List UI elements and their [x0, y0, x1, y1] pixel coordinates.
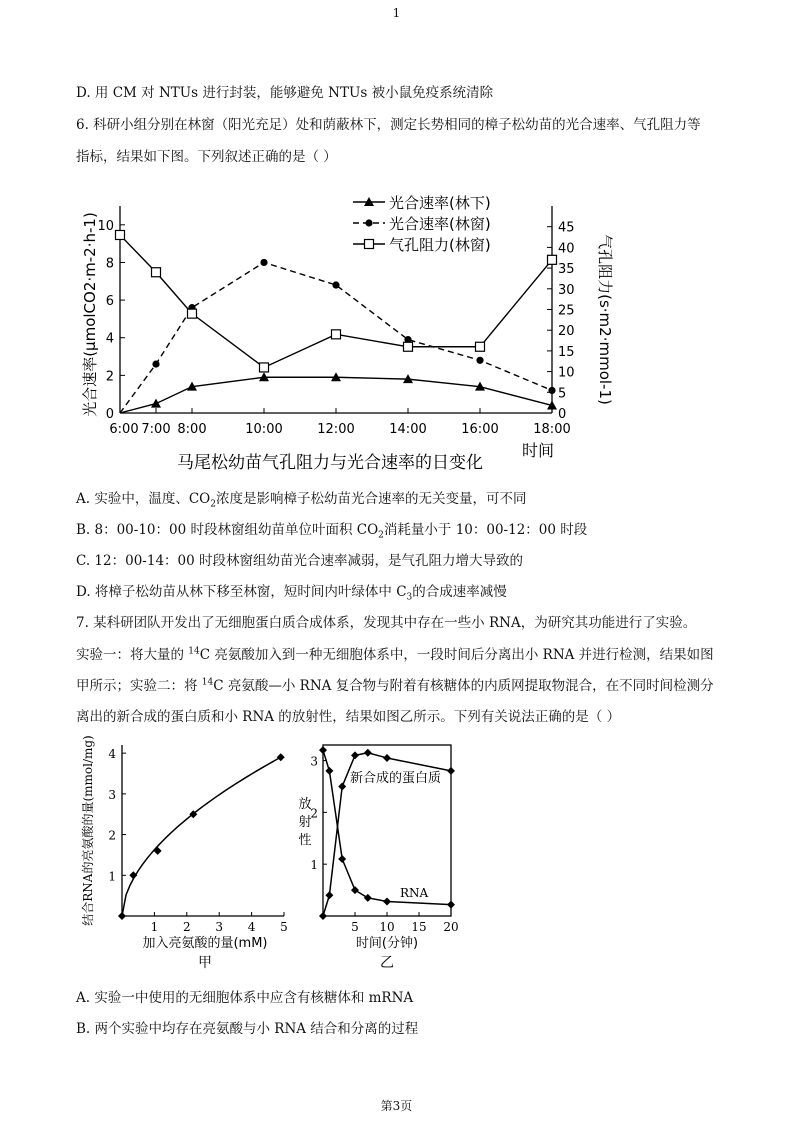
jia-data-point: [129, 871, 137, 879]
question-6-stem-line-1: 6. 科研小组分别在林窗（阳光充足）处和荫蔽林下，测定长势相同的樟子松幼苗的光合速率、气孔阻力等: [76, 117, 701, 133]
left-y-tick-label: 6: [105, 294, 114, 310]
jia-y-tick-label: 1: [108, 869, 116, 884]
x-tick-label: 8:00: [177, 422, 207, 437]
yi-y-tick-label: 1: [310, 858, 318, 873]
series-line-3: [120, 235, 552, 367]
data-point-series-2: [476, 357, 483, 364]
right-y-tick-label: 5: [558, 386, 567, 402]
x-tick-label: 16:00: [461, 422, 499, 437]
legend-label-1: 光合速率(林下): [389, 194, 491, 212]
jia-y-axis-label: 结合RNA的亮氨酸的量(mmol/mg): [81, 735, 95, 926]
yi-y-tick-label: 3: [310, 754, 318, 769]
right-y-tick-label: 30: [558, 282, 575, 298]
yi-x-tick-label: 5: [351, 920, 359, 934]
data-point-series-3: [548, 255, 557, 264]
legend-label-2: 光合速率(林窗): [389, 215, 491, 233]
jia-data-point: [154, 847, 162, 855]
yi-y-tick-label: 2: [310, 806, 318, 821]
yi-data-point-1: [383, 754, 391, 762]
yi-y-axis-label-char: 性: [298, 833, 312, 848]
data-point-series-2: [548, 387, 555, 394]
question-6-option-b: B. 8：00-10：00 时段林窗组幼苗单位叶面积 $CO_2$消耗量小于 10：00-12：00 时段: [76, 522, 588, 541]
jia-x-tick-label: 3: [215, 920, 224, 934]
yi-x-tick-label: 20: [443, 920, 459, 934]
jia-data-point: [277, 753, 285, 761]
right-y-tick-label: 35: [558, 262, 575, 278]
yi-data-point-2: [364, 894, 372, 902]
right-y-tick-label: 10: [558, 365, 575, 381]
right-y-tick-label: 45: [558, 220, 575, 236]
yi-data-point-2: [319, 746, 327, 754]
legend-label-3: 气孔阻力(林窗): [389, 236, 491, 254]
x-tick-label: 18:00: [533, 422, 571, 437]
question-5-option-d: D. 用 CM 对 NTUs 进行封装，能够避免 NTUs 被小鼠免疫系统清除: [76, 85, 494, 101]
jia-x-tick-label: 5: [280, 920, 288, 934]
right-y-tick-label: 25: [558, 303, 575, 319]
yi-data-point-1: [364, 749, 372, 757]
data-point-series-2: [260, 259, 267, 266]
question-6-option-c: C. 12：00-14：00 时段林窗组幼苗光合速率减弱，是气孔阻力增大导致的: [76, 553, 523, 569]
data-point-series-3: [260, 363, 269, 372]
jia-x-tick-label: 4: [247, 920, 256, 934]
question-6-option-a: A. 实验中，温度、$CO_2$浓度是影响樟子松幼苗光合速率的无关变量，可不同: [76, 491, 527, 510]
jia-data-point: [118, 912, 126, 920]
yi-y-axis-label-char: 放: [298, 797, 312, 812]
data-point-series-3: [188, 309, 197, 318]
right-y-axis-label: 气孔阻力(s·m2·mmol-1): [596, 234, 614, 405]
data-point-series-2: [152, 360, 159, 367]
yi-data-point-2: [351, 886, 359, 894]
question-7-option-a: A. 实验一中使用的无细胞体系中应含有核糖体和 mRNA: [76, 990, 414, 1006]
page-number: 1: [392, 6, 401, 20]
question-7-stem-line-2: 实验一：将大量的 $^{14}$C 亮氨酸加入到一种无细胞体系中，一段时间后分离出小 RNA 并进行检测，结果如图: [76, 646, 714, 663]
left-y-axis-label: 光合速率(μmolCO2·m-2·h-1): [81, 212, 99, 417]
question-6-stem-line-2: 指标，结果如下图。下列叙述正确的是（ ）: [76, 149, 337, 165]
data-point-series-3: [476, 342, 485, 351]
question-7-stem-line-3: 甲所示；实验二：将 $^{14}$C 亮氨酸—小 RNA 复合物与附着有核糖体的内质网提取物混合，在不同时间检测分: [76, 677, 714, 694]
left-y-tick-label: 10: [97, 218, 114, 234]
left-y-tick-label: 0: [105, 407, 114, 422]
data-point-series-3: [332, 330, 341, 339]
x-tick-label: 14:00: [389, 422, 427, 437]
data-point-series-1: [151, 399, 161, 408]
x-tick-label: 6:00: [109, 422, 139, 437]
data-point-series-3: [152, 268, 161, 277]
yi-x-tick-label: 10: [379, 920, 395, 934]
jia-chart-title: 甲: [198, 955, 212, 971]
jia-x-axis-label: 加入亮氨酸的量(mM): [142, 936, 268, 951]
right-y-tick-label: 15: [558, 344, 575, 360]
yi-data-point-2: [383, 897, 391, 905]
legend-marker-2: [365, 219, 372, 226]
question-6-option-d: D. 将樟子松幼苗从林下移至林窗，短时间内叶绿体中 $C_3$的合成速率减慢: [76, 584, 507, 603]
x-tick-label: 7:00: [141, 422, 171, 437]
x-tick-label: 12:00: [317, 422, 355, 437]
yi-data-point-1: [325, 891, 333, 899]
yi-data-point-2: [447, 901, 455, 909]
left-y-tick-label: 8: [105, 256, 114, 272]
yi-series-label-2: RNA: [400, 886, 429, 900]
series-line-1: [120, 377, 552, 413]
left-y-tick-label: 4: [105, 331, 114, 347]
yi-data-point-1: [338, 782, 346, 790]
yi-y-axis-label-char: 射: [298, 815, 312, 830]
yi-chart-title: 乙: [380, 955, 394, 971]
yi-x-axis-label: 时间(分钟): [355, 936, 419, 951]
question-7-stem-line-1: 7. 某科研团队开发出了无细胞蛋白质合成体系，发现其中存在一些小 RNA，为研究其功能进行了实验。: [76, 615, 697, 631]
question-7-option-b: B. 两个实验中均存在亮氨酸与小 RNA 结合和分离的过程: [76, 1021, 419, 1037]
jia-curve: [122, 757, 281, 916]
yi-x-tick-label: 15: [411, 920, 427, 934]
right-y-tick-label: 0: [558, 407, 567, 422]
jia-x-tick-label: 1: [150, 920, 159, 934]
right-y-tick-label: 40: [558, 241, 575, 257]
chart-title: 马尾松幼苗气孔阻力与光合速率的日变化: [177, 453, 483, 473]
jia-x-tick-label: 2: [182, 920, 191, 934]
x-axis-label: 时间: [521, 441, 555, 460]
x-tick-label: 10:00: [245, 422, 283, 437]
jia-y-tick-label: 3: [108, 787, 116, 802]
yi-data-point-1: [447, 767, 455, 775]
jia-y-tick-label: 4: [108, 747, 116, 762]
jia-y-tick-label: 2: [108, 828, 116, 843]
yi-data-point-1: [319, 912, 327, 920]
legend-marker-3: [365, 240, 374, 249]
question-7-stem-line-4: 离出的新合成的蛋白质和小 RNA 的放射性，结果如图乙所示。下列有关说法正确的是（ ）: [76, 709, 621, 725]
page-footer: 第3页: [380, 1099, 413, 1113]
right-y-tick-label: 20: [558, 324, 575, 340]
yi-data-point-2: [325, 767, 333, 775]
data-point-series-2: [332, 281, 339, 288]
yi-data-point-2: [338, 855, 346, 863]
data-point-series-3: [404, 342, 413, 351]
left-y-tick-label: 2: [105, 369, 114, 385]
yi-series-label-1: 新合成的蛋白质: [350, 771, 442, 786]
data-point-series-3: [116, 230, 125, 239]
yi-data-point-1: [351, 751, 359, 759]
